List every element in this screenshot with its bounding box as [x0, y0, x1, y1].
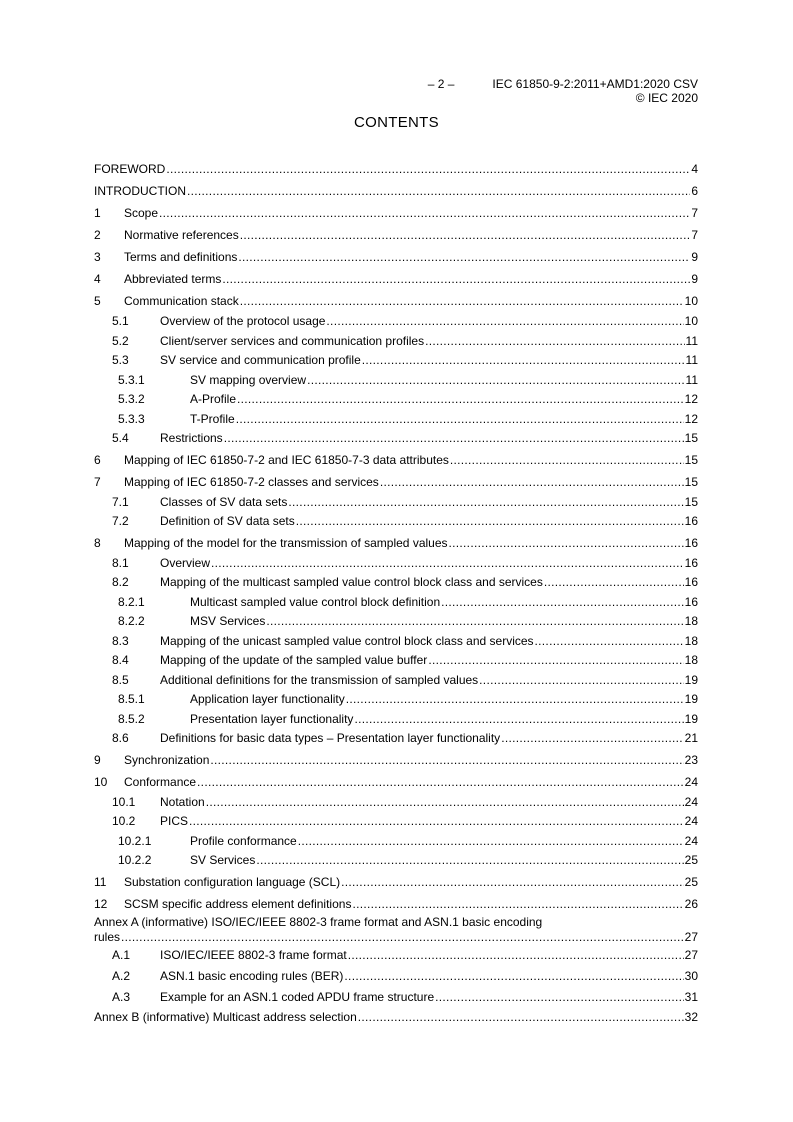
toc-entry[interactable]	[94, 493, 698, 513]
dot-leader	[210, 749, 683, 771]
toc-entry[interactable]	[94, 332, 698, 352]
toc-entry-number: 8.5.1	[118, 692, 145, 706]
toc-entry-title: Conformance	[124, 774, 197, 789]
toc-entry-number: 1	[94, 206, 101, 220]
page-number: – 2 –	[427, 77, 455, 91]
toc-entry-title: Restrictions	[160, 431, 223, 445]
toc-entry-page: 11	[685, 333, 698, 348]
toc-entry[interactable]	[94, 945, 698, 966]
toc-entry-page: 10	[684, 314, 698, 328]
toc-entry-number: 5.3	[112, 353, 129, 367]
toc-entry-number: 8.6	[112, 731, 129, 745]
dot-leader	[346, 690, 684, 710]
toc-entry-title: Synchronization	[124, 752, 210, 767]
toc-entry-title: ASN.1 basic encoding rules (BER)	[160, 968, 344, 983]
toc-entry-number: 8.2	[112, 575, 129, 589]
toc-main-list	[94, 158, 698, 915]
toc-entry-number: A.3	[112, 989, 131, 1004]
toc-entry-page: 19	[684, 692, 698, 706]
dot-leader	[288, 493, 683, 513]
dot-leader	[544, 573, 684, 593]
dot-leader	[266, 612, 683, 632]
toc-entry[interactable]	[94, 312, 698, 332]
toc-annex-list	[94, 945, 698, 1027]
toc-entry[interactable]	[94, 429, 698, 449]
toc-entry-number: 5.3.3	[118, 411, 145, 426]
toc-entry-title: Terms and definitions	[124, 250, 238, 264]
toc-entry-page: 19	[684, 711, 698, 726]
toc-entry-number: 9	[94, 752, 101, 767]
toc-entry-page: 7	[691, 228, 698, 242]
dot-leader	[240, 224, 691, 246]
toc-entry[interactable]	[94, 690, 698, 710]
toc-entry-page: 15	[684, 452, 698, 467]
toc-entry-page: 15	[684, 494, 698, 509]
dot-leader	[441, 593, 684, 613]
toc-entry-page: 16	[684, 575, 698, 589]
dot-leader	[187, 180, 690, 202]
toc-entry-title: Communication stack	[124, 294, 239, 308]
dot-leader	[354, 710, 683, 730]
toc-entry-page: 30	[684, 968, 698, 983]
toc-entry-number: 8.1	[112, 555, 129, 570]
toc-entry[interactable]	[94, 987, 698, 1008]
toc-entry-title: MSV Services	[190, 614, 266, 628]
toc-entry-page: 15	[684, 431, 698, 445]
dot-leader	[237, 390, 684, 410]
toc-entry-annex-a[interactable]	[94, 915, 698, 945]
toc-entry-title-cont: rules	[94, 929, 121, 944]
toc-entry-title: SCSM specific address element definitions	[124, 896, 352, 911]
toc-entry-title: A-Profile	[190, 392, 237, 406]
toc-entry-title: Client/server services and communication profiles	[160, 333, 425, 348]
toc-entry-title: Definition of SV data sets	[160, 514, 295, 528]
toc-entry-page: 12	[684, 392, 698, 406]
dot-leader	[344, 966, 683, 987]
dot-leader	[535, 632, 684, 652]
dot-leader	[211, 554, 684, 574]
toc-entry[interactable]	[94, 710, 698, 730]
toc-entry-page: 27	[684, 929, 698, 944]
toc-entry[interactable]	[94, 202, 698, 224]
toc-entry-title: Mapping of the unicast sampled value control block class and services	[160, 633, 534, 648]
toc-entry-number: 4	[94, 272, 101, 286]
toc-entry-page: 26	[684, 896, 698, 911]
toc-entry-page: 24	[684, 794, 698, 809]
toc-entry-title: Profile conformance	[190, 833, 297, 848]
toc-entry-title: Additional definitions for the transmission of sampled values	[160, 672, 479, 687]
toc-entry-number: 10	[94, 774, 108, 789]
toc-entry-number: A.2	[112, 968, 131, 983]
toc-entry-title: INTRODUCTION	[94, 184, 186, 198]
toc-entry[interactable]	[94, 832, 698, 852]
toc-entry-page: 10	[684, 294, 698, 308]
toc-entry[interactable]	[94, 612, 698, 632]
toc-entry-title: Application layer functionality	[190, 692, 345, 706]
dot-leader	[238, 246, 690, 268]
toc-entry[interactable]	[94, 554, 698, 574]
toc-entry[interactable]	[94, 158, 698, 180]
dot-leader	[352, 893, 683, 915]
toc-entry-page: 7	[691, 206, 698, 220]
page-header	[98, 77, 698, 105]
dot-leader	[479, 671, 683, 691]
toc-entry-page: 24	[684, 814, 698, 828]
toc-entry[interactable]	[94, 593, 698, 613]
toc-entry-title: Mapping of IEC 61850-7-2 and IEC 61850-7-3 data attributes	[124, 452, 449, 467]
dot-leader	[240, 290, 684, 312]
toc-entry-number: 11	[94, 874, 107, 889]
toc-entry-title: Scope	[124, 206, 159, 220]
toc-entry[interactable]	[94, 371, 698, 391]
toc-entry-title: SV mapping overview	[190, 372, 307, 387]
toc-entry-number: 10.2.2	[118, 853, 152, 867]
toc-entry-title: SV service and communication profile	[160, 353, 361, 367]
dot-leader	[449, 532, 684, 554]
toc-entry-title: Example for an ASN.1 coded APDU frame structure	[160, 989, 435, 1004]
toc-entry[interactable]	[94, 871, 698, 893]
toc-entry[interactable]	[94, 573, 698, 593]
dot-leader	[224, 429, 684, 449]
toc-entry-number: 12	[94, 896, 108, 911]
toc-entry-page: 25	[684, 853, 698, 867]
toc-entry-page: 6	[691, 184, 698, 198]
dot-leader	[222, 268, 690, 290]
toc-entry-page: 32	[684, 1009, 698, 1024]
toc-entry[interactable]	[94, 290, 698, 312]
toc-entry-number: 2	[94, 228, 101, 242]
toc-entry[interactable]	[94, 671, 698, 691]
toc-entry-number: 5.4	[112, 431, 129, 445]
toc-entry-page: 16	[684, 555, 698, 570]
dot-leader	[380, 471, 684, 493]
dot-leader	[296, 512, 684, 532]
toc-entry-page: 16	[684, 594, 698, 609]
toc-entry-page: 11	[685, 372, 698, 387]
toc-entry-title: Overview of the protocol usage	[160, 314, 326, 328]
toc-entry[interactable]	[94, 966, 698, 987]
toc-entry-title: FOREWORD	[94, 162, 166, 176]
toc-entry-page: 25	[684, 874, 698, 889]
toc-entry[interactable]	[94, 246, 698, 268]
toc-entry-title: T-Profile	[190, 411, 235, 426]
dot-leader	[450, 449, 684, 471]
toc-entry[interactable]	[94, 512, 698, 532]
toc-entry-title: Presentation layer functionality	[190, 711, 354, 726]
toc-entry-title: ISO/IEC/IEEE 8802-3 frame format	[160, 947, 347, 962]
toc-entry-page: 31	[684, 989, 698, 1004]
toc-entry[interactable]	[94, 224, 698, 246]
toc-entry-title: Substation configuration language (SCL)	[124, 874, 341, 889]
toc-entry[interactable]	[94, 1008, 698, 1027]
dot-leader	[206, 793, 684, 813]
toc-entry[interactable]	[94, 771, 698, 793]
toc-entry-page: 23	[684, 752, 698, 767]
toc-entry-number: 8.2.1	[118, 594, 145, 609]
toc-entry-number: 5.3.1	[118, 372, 145, 387]
toc-entry[interactable]	[94, 471, 698, 493]
toc-entry-number: 7.2	[112, 514, 129, 528]
dot-leader	[197, 771, 684, 793]
dot-leader	[435, 987, 684, 1008]
toc-entry-page: 19	[684, 672, 698, 687]
dot-leader	[326, 312, 683, 332]
toc-entry-number: 8.4	[112, 653, 129, 667]
toc-entry-title: Notation	[160, 794, 205, 809]
toc-entry-page: 9	[691, 250, 698, 264]
toc-entry-title: Mapping of the model for the transmission of sampled values	[124, 535, 448, 550]
dot-leader	[298, 832, 684, 852]
toc-entry-page: 4	[691, 162, 698, 176]
toc-entry[interactable]	[94, 390, 698, 410]
toc-entry-number: 3	[94, 250, 101, 264]
toc-entry-title: Annex A (informative) ISO/IEC/IEEE 8802-3 frame format and ASN.1 basic encoding	[94, 914, 543, 929]
dot-leader	[256, 851, 683, 871]
toc-entry-number: 7.1	[112, 494, 129, 509]
toc-entry[interactable]	[94, 893, 698, 915]
dot-leader	[348, 945, 684, 966]
toc-entry[interactable]	[94, 651, 698, 671]
toc-entry-title: Abbreviated terms	[124, 272, 222, 286]
toc-entry[interactable]	[94, 410, 698, 430]
toc-entry-page: 15	[684, 474, 698, 489]
toc-entry-title: Mapping of the update of the sampled value buffer	[160, 653, 428, 667]
toc-entry-number: 5.3.2	[118, 392, 145, 406]
dot-leader	[307, 371, 684, 391]
toc-entry-page: 16	[684, 535, 698, 550]
dot-leader	[501, 729, 683, 749]
dot-leader	[166, 158, 690, 180]
toc-entry-number: 5.1	[112, 314, 129, 328]
toc-entry[interactable]	[94, 793, 698, 813]
dot-leader	[121, 930, 684, 945]
toc-entry-number: 8	[94, 535, 101, 550]
toc-entry-page: 27	[684, 947, 698, 962]
table-of-contents	[94, 158, 698, 1027]
toc-entry-page: 18	[684, 633, 698, 648]
toc-entry-page: 11	[685, 353, 698, 367]
toc-entry[interactable]	[94, 729, 698, 749]
toc-entry-page: 9	[691, 272, 698, 286]
copyright: © IEC 2020	[635, 91, 698, 105]
toc-entry[interactable]	[94, 180, 698, 202]
toc-entry[interactable]	[94, 351, 698, 371]
toc-entry-number: 8.2.2	[118, 614, 145, 628]
dot-leader	[362, 351, 685, 371]
toc-entry-number: 5	[94, 294, 101, 308]
dot-leader	[341, 871, 684, 893]
dot-leader	[189, 812, 684, 832]
toc-entry-title: Annex B (informative) Multicast address selection	[94, 1009, 357, 1024]
toc-entry-title: Definitions for basic data types – Presentation layer functionality	[160, 731, 501, 745]
toc-entry-title: Mapping of IEC 61850-7-2 classes and services	[124, 474, 379, 489]
toc-entry-number: A.1	[112, 947, 131, 962]
toc-entry-number: 7	[94, 474, 101, 489]
toc-entry[interactable]	[94, 812, 698, 832]
toc-entry-page: 24	[684, 774, 698, 789]
toc-entry-page: 21	[684, 731, 698, 745]
page-title: CONTENTS	[354, 114, 439, 131]
toc-entry-number: 8.3	[112, 633, 129, 648]
toc-entry-number: 5.2	[112, 333, 129, 348]
toc-entry[interactable]	[94, 632, 698, 652]
toc-entry-number: 6	[94, 452, 101, 467]
toc-entry-title: Overview	[160, 555, 211, 570]
dot-leader	[236, 410, 684, 430]
toc-entry-title: SV Services	[190, 853, 256, 867]
toc-entry-page: 18	[684, 614, 698, 628]
dot-leader	[428, 651, 683, 671]
toc-entry[interactable]	[94, 449, 698, 471]
toc-entry-number: 8.5.2	[118, 711, 145, 726]
dot-leader	[358, 1008, 684, 1027]
toc-entry[interactable]	[94, 532, 698, 554]
toc-entry-page: 18	[684, 653, 698, 667]
toc-entry-number: 10.2	[112, 814, 136, 828]
toc-entry-number: 10.1	[112, 794, 136, 809]
toc-entry-title: PICS	[160, 814, 189, 828]
toc-entry-title: Normative references	[124, 228, 239, 242]
toc-entry[interactable]	[94, 268, 698, 290]
toc-entry-title: Multicast sampled value control block definition	[190, 594, 441, 609]
toc-entry-title: Mapping of the multicast sampled value control block class and services	[160, 575, 543, 589]
toc-entry-title: Classes of SV data sets	[160, 494, 288, 509]
standard-reference: IEC 61850-9-2:2011+AMD1:2020 CSV	[492, 77, 698, 91]
toc-entry-number: 8.5	[112, 672, 129, 687]
dot-leader	[425, 332, 684, 352]
toc-entry-page: 24	[684, 833, 698, 848]
toc-entry[interactable]	[94, 851, 698, 871]
toc-entry-page: 16	[684, 514, 698, 528]
toc-entry-page: 12	[684, 411, 698, 426]
toc-entry[interactable]	[94, 749, 698, 771]
toc-entry-number: 10.2.1	[118, 833, 152, 848]
dot-leader	[159, 202, 690, 224]
